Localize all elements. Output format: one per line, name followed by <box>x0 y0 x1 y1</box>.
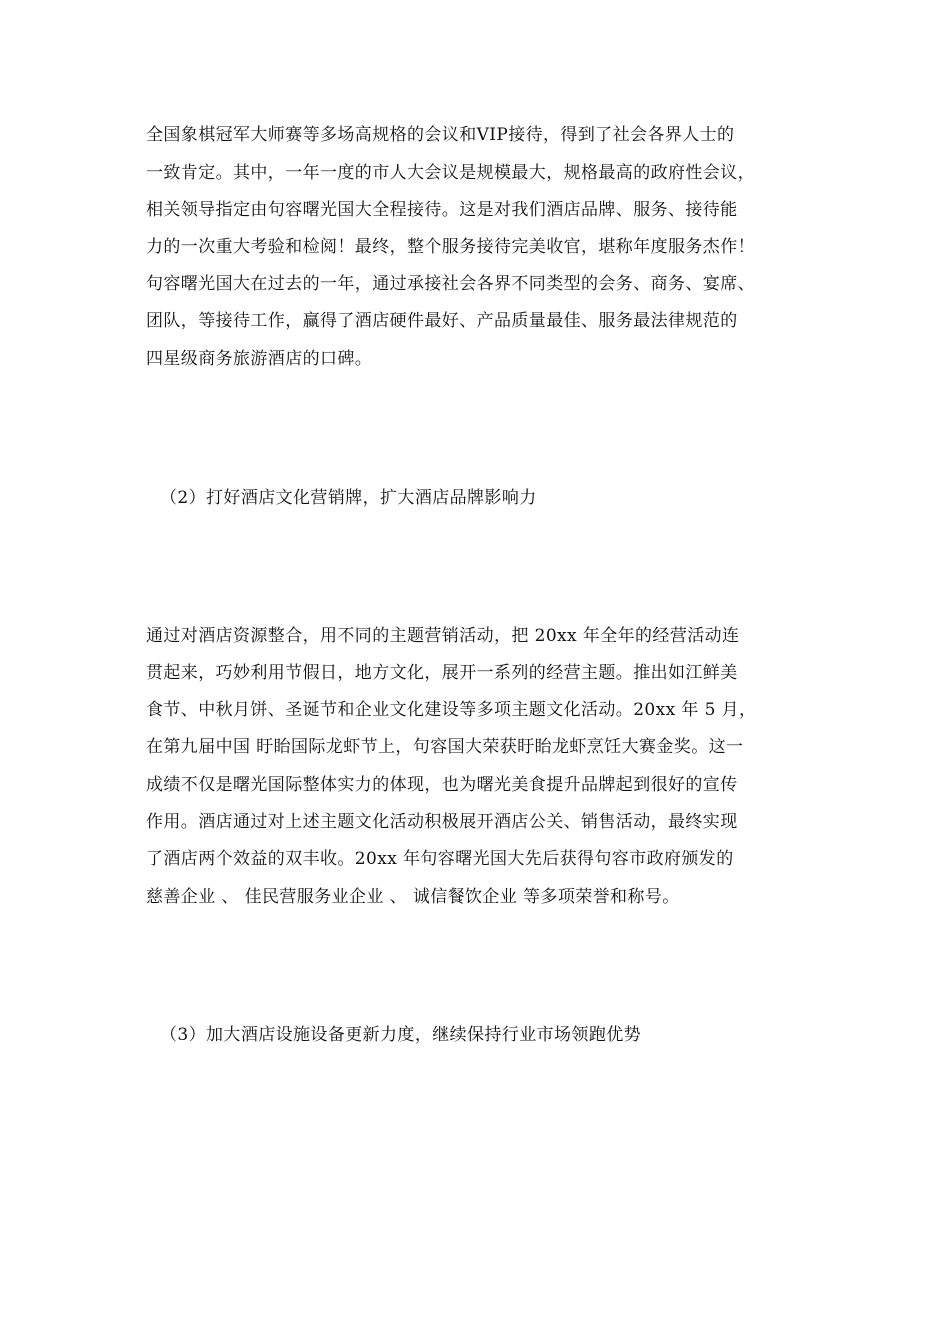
paragraph-line: 一致肯定。其中，一年一度的市人大会议是规模最大，规格最高的政府性会议， <box>146 163 755 183</box>
paragraph-line: 通过对酒店资源整合，用不同的主题营销活动，把 20xx 年全年的经营活动连 <box>146 626 740 646</box>
section-heading-2: （2）打好酒店文化营销牌，扩大酒店品牌影响力 <box>160 488 537 508</box>
paragraph-line: 力的一次重大考验和检阅！最终，整个服务接待完美收官，堪称年度服务杰作！ <box>146 237 755 257</box>
paragraph-line: 作用。酒店通过对上述主题文化活动积极展开酒店公关、销售活动，最终实现 <box>146 812 738 832</box>
paragraph-line: 四星级商务旅游酒店的口碑。 <box>146 349 373 369</box>
paragraph-line: 句容曙光国大在过去的一年，通过承接社会各界不同类型的会务、商务、宴席、 <box>146 274 755 294</box>
paragraph-line: 在第九届中国 盱眙国际龙虾节上，句容国大荣获盱眙龙虾烹饪大赛金奖。这一 <box>146 737 744 757</box>
paragraph-line: 慈善企业 、 佳民营服务业企业 、 诚信餐饮企业 等多项荣誉和称号。 <box>146 887 680 907</box>
paragraph-line: 全国象棋冠军大师赛等多场高规格的会议和VIP接待，得到了社会各界人士的 <box>146 125 735 145</box>
paragraph-line: 贯起来，巧妙利用节假日，地方文化，展开一系列的经营主题。推出如江鲜美 <box>146 663 738 683</box>
paragraph-line: 相关领导指定由句容曙光国大全程接待。这是对我们酒店品牌、服务、接待能 <box>146 200 738 220</box>
paragraph-line: 了酒店两个效益的双丰收。20xx 年句容曙光国大先后获得句容市政府颁发的 <box>146 849 734 869</box>
paragraph-line: 食节、中秋月饼、圣诞节和企业文化建设等多项主题文化活动。20xx 年 5 月， <box>146 700 757 720</box>
paragraph-line: 成绩不仅是曙光国际整体实力的体现，也为曙光美食提升品牌起到很好的宣传 <box>146 775 738 795</box>
paragraph-line: 团队，等接待工作，赢得了酒店硬件最好、产品质量最佳、服务最法律规范的 <box>146 311 738 331</box>
section-heading-3: （3）加大酒店设施设备更新力度，继续保持行业市场领跑优势 <box>160 1025 642 1045</box>
